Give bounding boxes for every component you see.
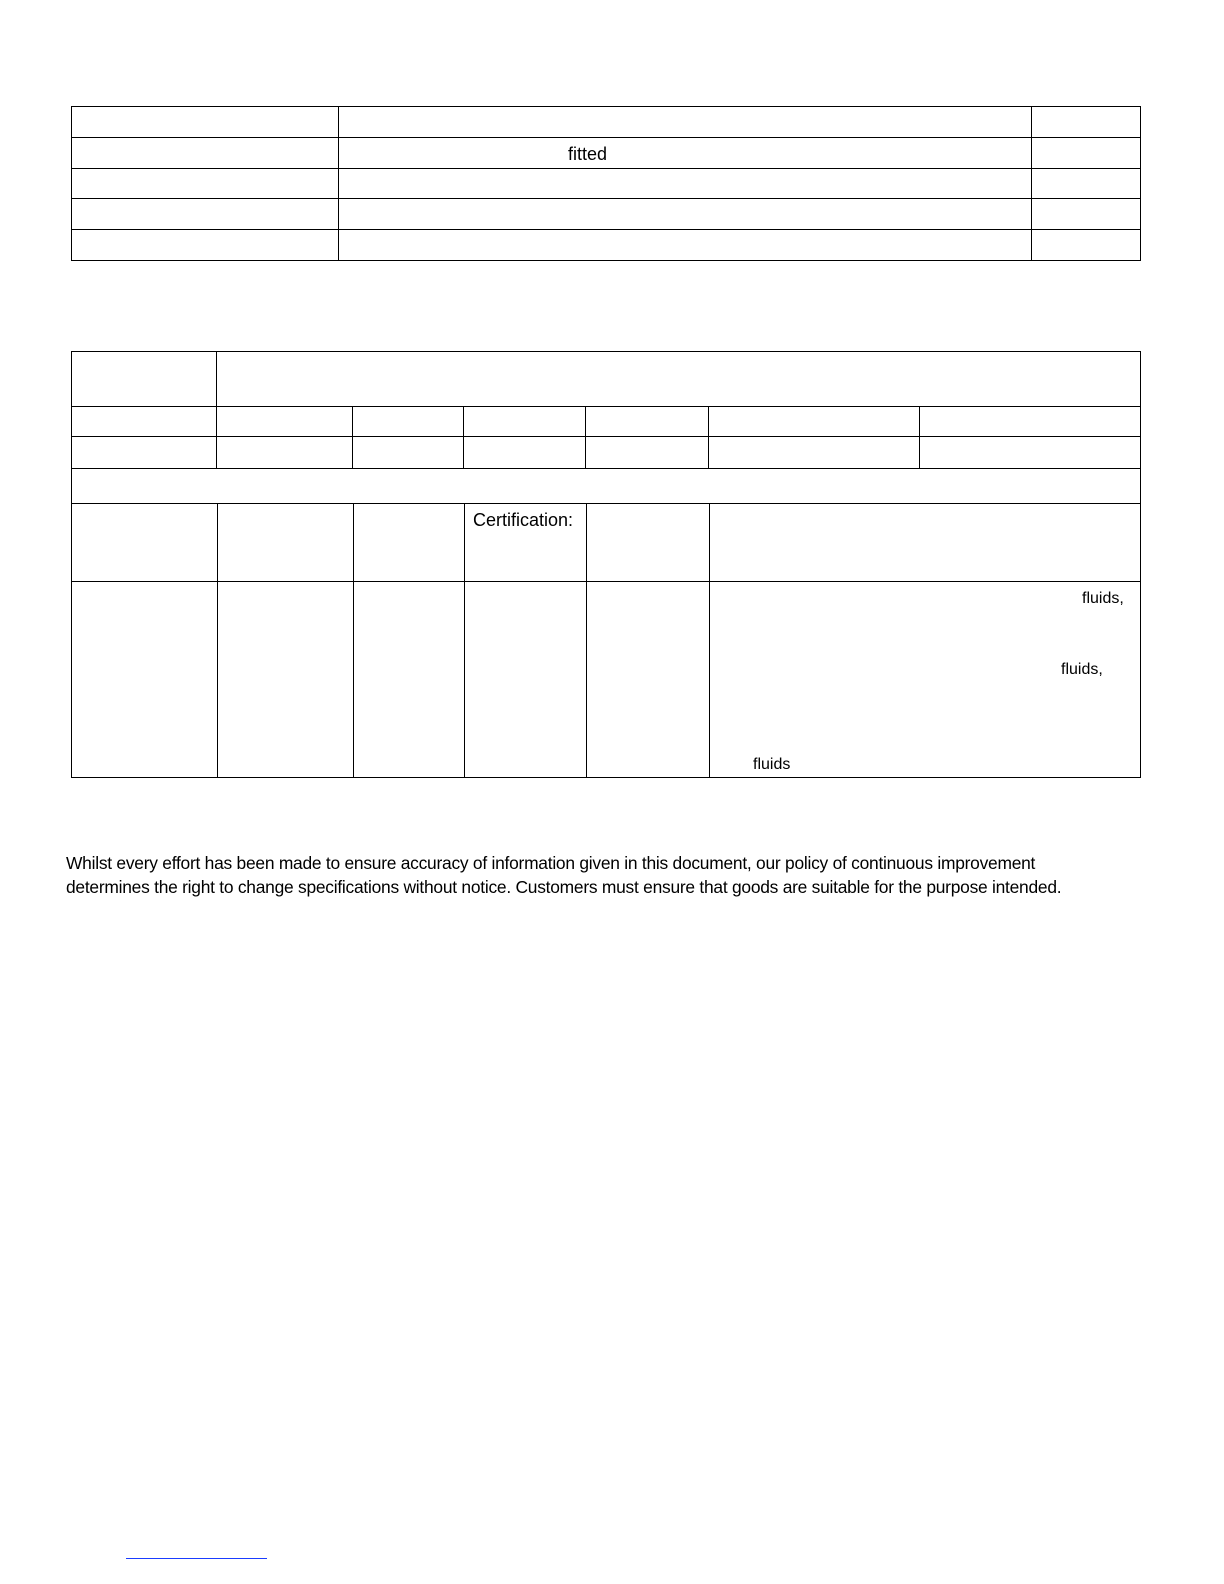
table1-hline [71, 106, 1141, 107]
table2-vline [919, 406, 920, 469]
table2-vline [709, 503, 710, 778]
table2-vline [708, 406, 709, 469]
table2-hline [71, 468, 1141, 469]
table1-vline [1031, 106, 1032, 261]
table2-fluids-text: fluids, [1082, 590, 1124, 607]
table2-hline [71, 777, 1141, 778]
footer-link-underline[interactable] [126, 1558, 267, 1559]
table1-vline [1140, 106, 1141, 261]
table2-vline [352, 406, 353, 469]
disclaimer-line: Whilst every effort has been made to ensure accuracy of information given in this document, our policy of continuous improvement [66, 853, 1036, 873]
disclaimer-paragraph [66, 851, 1186, 899]
table2-vline [586, 503, 587, 778]
table1-vline [338, 106, 339, 261]
table2-vline [463, 406, 464, 469]
table2-vline [585, 406, 586, 469]
table2-hline [71, 351, 1141, 352]
table2-vline [1140, 351, 1141, 778]
table2-certification-label: Certification: [473, 510, 574, 530]
table2-fluids-text: fluids [753, 756, 791, 773]
table2-hline [71, 581, 1141, 582]
disclaimer-line: determines the right to change specifications without notice. Customers must ensure that goods are suitable for the purpose intended. [66, 877, 1062, 897]
table1-cell-fitted: fitted [568, 144, 608, 164]
table1-hline [71, 168, 1141, 169]
table2-hline [71, 436, 1141, 437]
table2-hline [71, 406, 1141, 407]
table2-vline [217, 503, 218, 778]
table2-hline [71, 503, 1141, 504]
table1-hline [71, 260, 1141, 261]
table1-vline [71, 106, 72, 261]
table2-vline [464, 503, 465, 778]
table1-hline [71, 229, 1141, 230]
table2-vline [216, 351, 217, 469]
table1-hline [71, 198, 1141, 199]
table2-vline [71, 351, 72, 778]
table2-vline [353, 503, 354, 778]
table1-hline [71, 137, 1141, 138]
table2-fluids-text: fluids, [1061, 661, 1103, 678]
